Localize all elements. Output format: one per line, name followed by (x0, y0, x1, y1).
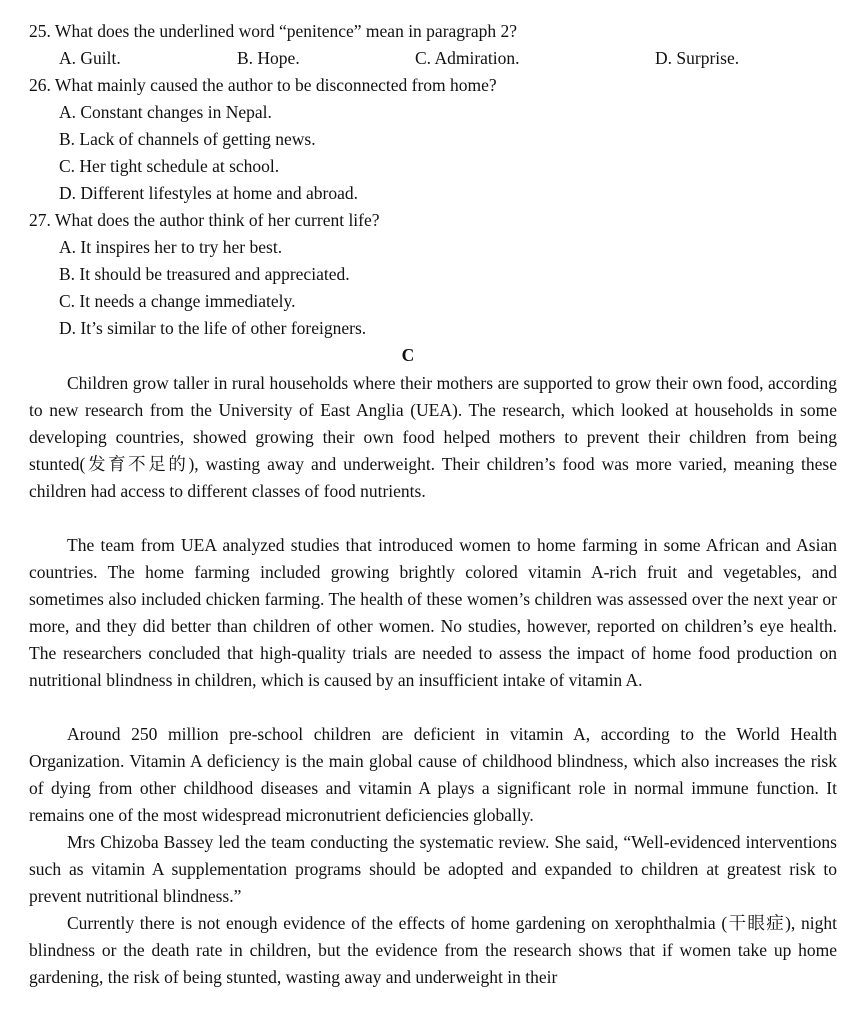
passage-paragraph-5: Currently there is not enough evidence of the effects of home gardening on xerophthalmia (干眼症), night blindness or the death rate in children, but the evidence from the research shows that if women take up home gardening, the risk of being stunted, wasting away and underweight in their (29, 913, 837, 987)
question-25-stem: 25. What does the underlined word “penitence” mean in paragraph 2? (29, 21, 518, 41)
passage-paragraph-4: Mrs Chizoba Bassey led the team conducting the systematic review. She said, “Well-evidenced interventions such as vitamin A supplementation programs should be adopted and expanded to children at greatest risk to prevent nutritional blindness.” (29, 832, 837, 906)
question-27-option-c: C. It needs a change immediately. (59, 291, 296, 311)
question-27-option-d: D. It’s similar to the life of other foreigners. (59, 318, 367, 338)
question-27-option-b: B. It should be treasured and appreciated. (59, 264, 350, 284)
section-title: C (401, 345, 415, 365)
question-25-option-d: D. Surprise. (655, 48, 740, 68)
question-26-option-a: A. Constant changes in Nepal. (59, 102, 272, 122)
question-26-option-c: C. Her tight schedule at school. (59, 156, 280, 176)
question-26-stem: 26. What mainly caused the author to be disconnected from home? (29, 75, 497, 95)
question-25-option-c: C. Admiration. (415, 48, 520, 68)
question-25-option-a: A. Guilt. (59, 48, 121, 68)
question-27-stem: 27. What does the author think of her current life? (29, 210, 380, 230)
passage-paragraph-3: Around 250 million pre-school children are deficient in vitamin A, according to the World Health Organization. Vitamin A deficiency is the main global cause of childhood blindness, which also increases the risk of dying from other childhood diseases and vitamin A plays a significant role in normal immune function. It remains one of the most widespread micronutrient deficiencies globally. (29, 724, 837, 825)
question-26-option-d: D. Different lifestyles at home and abroad. (59, 183, 359, 203)
question-27-option-a: A. It inspires her to try her best. (59, 237, 283, 257)
passage-paragraph-1: Children grow taller in rural households where their mothers are supported to grow their own food, according to new research from the University of East Anglia (UEA). The research, which looked at households in some developing countries, showed growing their own food helped mothers to prevent their children from being stunted(发育不足的), wasting away and underweight. Their children’s food was more varied, meaning these children had access to different classes of food nutrients. (29, 373, 837, 501)
passage-paragraph-2: The team from UEA analyzed studies that introduced women to home farming in some African and Asian countries. The home farming included growing brightly colored vitamin A-rich fruit and vegetables, and sometimes also included chicken farming. The health of these women’s children was assessed over the next year or more, and they did better than children of other women. No studies, however, reported on children’s eye health. The researchers concluded that high-quality trials are needed to assess the impact of home food production on nutritional blindness in children, which is caused by an insufficient intake of vitamin A. (29, 535, 837, 690)
question-25-option-b: B. Hope. (237, 48, 300, 68)
question-26-option-b: B. Lack of channels of getting news. (59, 129, 316, 149)
